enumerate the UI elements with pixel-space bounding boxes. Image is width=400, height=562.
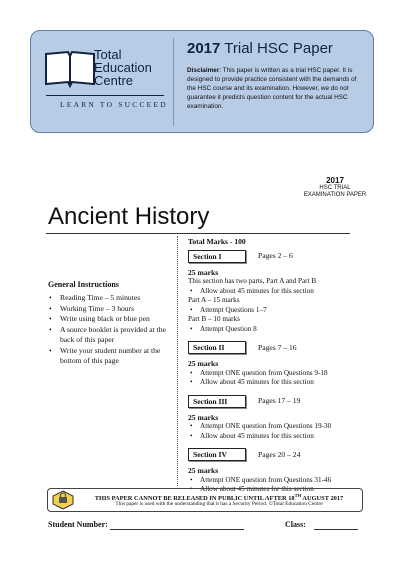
sections-column [188, 237, 358, 495]
header-divider [173, 38, 174, 126]
section-note: Part A – 15 marks [188, 296, 240, 304]
security-period-note: This paper is used with the understanding that it has a Security Period. ©Total Education Centre [115, 501, 323, 507]
general-instructions-heading: General Instructions [48, 280, 119, 289]
release-notice-text: THIS PAPER CANNOT BE RELEASED IN PUBLIC UNTIL AFTER 18 [94, 495, 295, 503]
logo-line-1: Total [94, 47, 122, 62]
section-bullet: • Allow about 45 minutes for this section [188, 432, 358, 442]
general-instructions-list [48, 293, 176, 367]
release-notice-end: AUGUST 2017 [301, 495, 344, 503]
section-pages: Pages 2 – 6 [258, 251, 293, 261]
class-field[interactable] [314, 529, 358, 530]
section-bullet: • Allow about 45 minutes for this section [188, 485, 358, 495]
paper-title [187, 40, 333, 57]
instruction-item: • Reading Time – 5 minutes [48, 293, 176, 304]
section-header [188, 250, 358, 263]
section-bullet: • Attempt Question 8 [188, 325, 358, 335]
tec-logo [44, 44, 166, 106]
student-number-label: Student Number: [48, 520, 108, 529]
paper-title-year: 2017 [187, 40, 221, 57]
exam-year: 2017 [326, 176, 344, 185]
instruction-item: • Write using black or blue pen [48, 314, 176, 325]
disclaimer-text: : This paper is written as a trial HSC paper. It is designed to provide practice consistent with the demands of the HSC course and its examination. However, we do not guarantee it predicts question content for the actual HSC examination. [187, 67, 357, 110]
tagline: LEARN TO SUCCEED [60, 100, 168, 109]
disclaimer-label: Disclaimer [187, 67, 220, 74]
class-label: Class: [285, 520, 306, 529]
column-divider [177, 236, 178, 486]
section-note: Part B – 10 marks [188, 315, 240, 323]
section-pages: Pages 7 – 16 [258, 342, 297, 352]
section-header [188, 395, 358, 408]
section-marks: 25 marks [188, 267, 219, 277]
title-rule [46, 233, 350, 234]
release-notice-sup: TH [294, 493, 302, 498]
section-header [188, 448, 358, 461]
exam-paper-label: EXAMINATION PAPER [303, 192, 367, 198]
section-marks: 25 marks [188, 359, 219, 368]
section-bullet: • Attempt ONE question from Questions 9-18 [188, 369, 358, 379]
section-bullet: • Attempt Questions 1–7 [188, 306, 358, 316]
instruction-item: • Working Time – 3 hours [48, 304, 176, 315]
subject-title: Ancient History [48, 203, 210, 230]
tagline-divider [46, 95, 164, 96]
section-bullet: • Allow about 45 minutes for this section [188, 287, 358, 297]
section-label-box: Section I [188, 250, 246, 263]
exam-type: HSC TRIAL [319, 185, 351, 191]
section-label-box: Section IV [188, 448, 246, 461]
section-marks: 25 marks [188, 412, 219, 422]
logo-wordmark [94, 48, 152, 87]
section-pages: Pages 20 – 24 [258, 449, 301, 459]
paper-title-rest: Trial HSC Paper [220, 40, 333, 57]
section-marks: 25 marks [188, 466, 219, 475]
section-bullet: • Allow about 45 minutes for this section [188, 378, 358, 388]
security-seal-icon [52, 490, 74, 510]
section-bullet: • Attempt ONE question from Questions 31-46 [188, 476, 358, 486]
instruction-item: • A source booklet is provided at the back of this paper [48, 325, 176, 346]
section-note: This section has two parts, Part A and Part B [188, 277, 317, 285]
disclaimer [187, 66, 367, 111]
section-label-box: Section III [188, 395, 246, 408]
exam-year-block [290, 176, 380, 199]
section-pages: Pages 17 – 19 [258, 396, 301, 406]
instruction-item: • Write your student number at the bottom of this page [48, 346, 176, 367]
student-number-field[interactable] [110, 529, 244, 530]
section-bullet: • Attempt ONE question from Questions 19-30 [188, 422, 358, 432]
section-header [188, 341, 358, 354]
logo-line-3: Centre [94, 73, 134, 88]
total-marks: Total Marks - 100 [188, 237, 246, 246]
section-label-box: Section II [188, 341, 246, 354]
logo-line-2: Education [94, 60, 152, 75]
open-book-icon [44, 50, 96, 90]
